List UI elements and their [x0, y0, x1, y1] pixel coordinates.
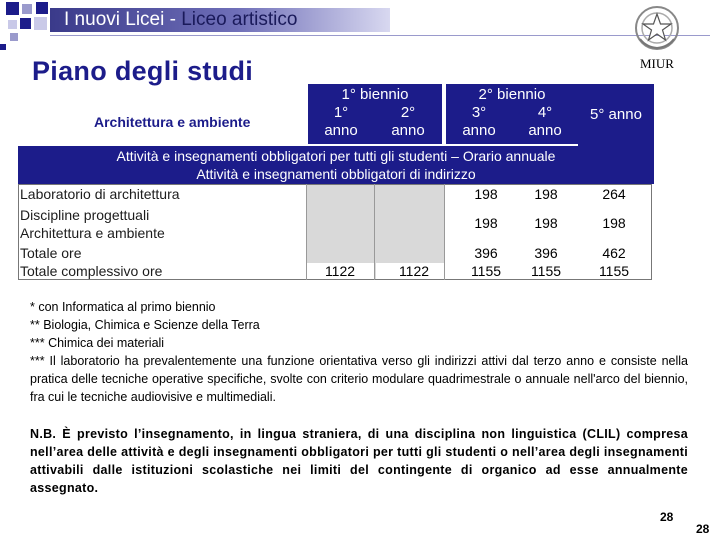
- cell-grand-y3: 1155: [470, 263, 502, 279]
- band-track: Attività e insegnamenti obbligatori di indirizzo: [18, 164, 654, 184]
- section-title: Piano degli studi: [32, 56, 254, 86]
- cell-total-y4: 396: [534, 245, 558, 261]
- nb-note: N.B. È previsto l’insegnamento, in lingua straniera, di una disciplina non linguistica (CLIL) compresa nell’area delle attività e degli insegnamenti obbligatori per tutti gli studenti o nell’area degli insegnamenti attivabili dalle istituzioni scolastiche nei limiti del contingente di organico ad esse annualmente assegnato.: [30, 427, 688, 495]
- header-year-2: 2° anno: [374, 104, 442, 144]
- cell-grand-y2: 1122: [398, 263, 430, 279]
- cell-grand-y4: 1155: [530, 263, 562, 279]
- republic-emblem-icon: [634, 5, 680, 51]
- footnote: ** Biologia, Chimica e Scienze della Terra: [30, 318, 260, 332]
- divider: [306, 184, 307, 280]
- cell-disc-y5: 198: [602, 215, 626, 231]
- cell-grand-y1: 1122: [324, 263, 356, 279]
- divider: [374, 184, 375, 280]
- band-common: Attività e insegnamenti obbligatori per tutti gli studenti – Orario annuale: [18, 146, 654, 167]
- header-year-3: 3° anno: [446, 104, 512, 144]
- row-label-lab: Laboratorio di architettura: [20, 186, 180, 202]
- title-prefix: I nuovi Licei -: [64, 9, 182, 30]
- header-group-1: 1° biennio: [308, 84, 442, 106]
- page-number: 28: [660, 510, 674, 524]
- header-year-4: 4° anno: [512, 104, 578, 144]
- cell-total-y3: 396: [474, 245, 498, 261]
- header-rule: [50, 35, 710, 36]
- cell-lab-y3: 198: [474, 186, 498, 202]
- page-header-title: [64, 8, 297, 32]
- cell-grand-y5: 1155: [598, 263, 630, 279]
- header-year-5: 5° anno: [578, 84, 654, 146]
- page-number-corner: 28: [696, 522, 710, 536]
- footnotes: [30, 298, 688, 406]
- row-label-grand-total: Totale complessivo ore: [20, 263, 163, 279]
- cell-disc-y3: 198: [474, 215, 498, 231]
- header-group-2: 2° biennio: [446, 84, 578, 106]
- org-label: MIUR: [640, 56, 674, 71]
- title-subject: Liceo artistico: [181, 9, 298, 30]
- footnote: * con Informatica al primo biennio: [30, 300, 216, 314]
- footnote: *** Il laboratorio ha prevalentemente una funzione orientativa verso gli indirizzi attivi dal terzo anno e consiste nella pratica delle tecniche operative specifiche, svolte con criterio modulare quadrimestrale o annuale nell'arco del biennio, fra cui le tecniche audiovisive e multimediali.: [30, 354, 688, 404]
- track-name: Architettura e ambiente: [94, 114, 251, 130]
- cell-lab-y5: 264: [602, 186, 626, 202]
- row-label-disc: Discipline progettuali Architettura e ambiente: [20, 207, 165, 241]
- divider: [444, 184, 445, 280]
- row-label-total: Totale ore: [20, 245, 82, 261]
- cell-lab-y4: 198: [534, 186, 558, 202]
- cell-total-y5: 462: [602, 245, 626, 261]
- footnote: *** Chimica dei materiali: [30, 336, 165, 350]
- header-year-1: 1° anno: [308, 104, 374, 144]
- cell-disc-y4: 198: [534, 215, 558, 231]
